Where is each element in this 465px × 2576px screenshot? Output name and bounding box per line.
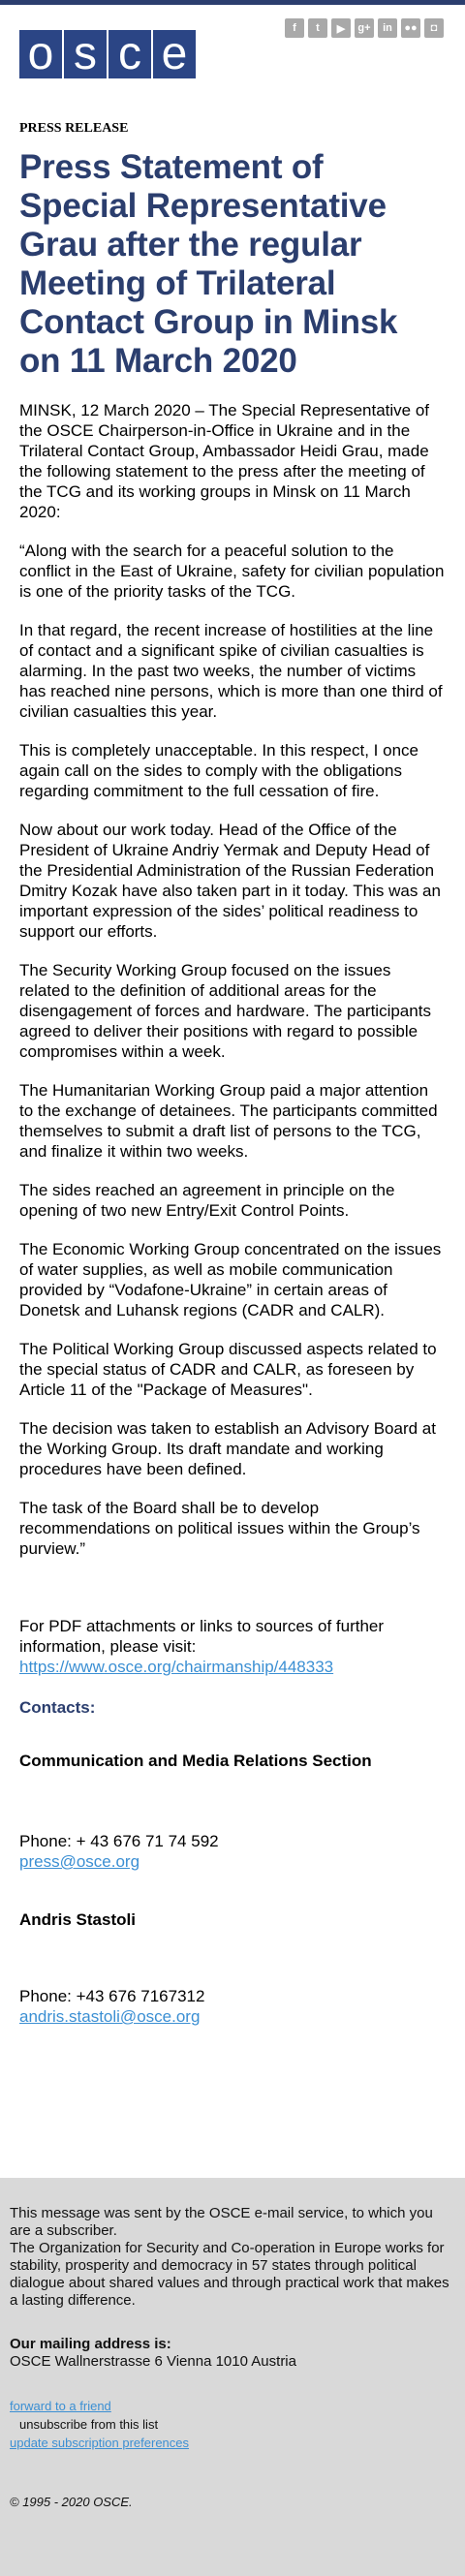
press-release-kicker: PRESS RELEASE	[19, 121, 129, 136]
google-plus-icon[interactable]: g+	[355, 18, 374, 38]
logo-letter-c: c	[108, 30, 151, 78]
email-header	[0, 5, 465, 82]
youtube-icon[interactable]: ▶	[331, 18, 351, 38]
article-content	[0, 121, 465, 2027]
pdf-note: For PDF attachments or links to sources of further information, please visit:	[19, 1617, 385, 1656]
email-footer	[0, 2178, 465, 2576]
article-paragraph: The Security Working Group focused on the issues related to the definition of additional areas for the disengagement of forces and hardware. The participants agreed to deliver their positions with regard to possible compromises within a week.	[19, 961, 431, 1061]
article-paragraph: In that regard, the recent increase of hostilities at the line of contact and a significant spike of civilian casualties is alarming. In the past two weeks, the number of victims has reached nine persons, which is more than one third of civilian casualties this year.	[19, 621, 443, 721]
copyright: © 1995 - 2020 OSCE.	[10, 2495, 133, 2509]
contact-person-name: Andris Stastoli	[19, 1910, 136, 1929]
flickr-icon[interactable]: ●●	[401, 18, 420, 38]
article-paragraph: The Political Working Group discussed aspects related to the special status of CADR and CALR, as foreseen by Article 11 of the "Package of Measures".	[19, 1340, 437, 1399]
article-paragraph: MINSK, 12 March 2020 – The Special Representative of the OSCE Chairperson-in-Office in Ukraine and in the Trilateral Contact Group, Ambassador Heidi Grau, made the following statement to the press after the meeting of the TCG and its working groups in Minsk on 11 March 2020:	[19, 401, 430, 521]
organization-note: The Organization for Security and Co-operation in Europe works for stability, prosperity and democracy in 57 states through political dialogue about shared values and through practical work that makes a lasting difference.	[10, 2240, 450, 2309]
contact-block-section	[19, 1831, 446, 1872]
osce-logo[interactable]	[19, 30, 198, 78]
twitter-icon[interactable]: t	[308, 18, 327, 38]
mailing-address-title: Our mailing address is:	[10, 2336, 171, 2352]
contact-email-link[interactable]: press@osce.org	[19, 1852, 140, 1871]
article-paragraph: The Humanitarian Working Group paid a major attention to the exchange of detainees. The participants committed themselves to submit a draft list of persons to the TCG, and finalize it within two weeks.	[19, 1081, 438, 1161]
unsubscribe-link[interactable]: unsubscribe from this list	[19, 2417, 159, 2432]
instagram-icon[interactable]: ◘	[424, 18, 444, 38]
article-paragraph: This is completely unacceptable. In this respect, I once again call on the sides to comply with the obligations regarding commitment to the full cessation of fire.	[19, 741, 418, 800]
linkedin-icon[interactable]: in	[378, 18, 397, 38]
article-paragraph: “Along with the search for a peaceful solution to the conflict in the East of Ukraine, safety for civilian population is one of the priority tasks of the TCG.	[19, 542, 445, 601]
update-preferences-link[interactable]: update subscription preferences	[10, 2436, 190, 2450]
article-paragraph: The decision was taken to establish an Advisory Board at the Working Group. Its draft mandate and working procedures have been defined.	[19, 1419, 436, 1478]
mailing-address: OSCE Wallnerstrasse 6 Vienna 1010 Austria	[10, 2353, 296, 2370]
pdf-link[interactable]: https://www.osce.org/chairmanship/448333	[19, 1658, 334, 1676]
logo-letter-e: e	[153, 30, 196, 78]
facebook-icon[interactable]: f	[285, 18, 304, 38]
contact-phone: Phone: +43 676 7167312	[19, 1987, 205, 2005]
contact-phone: Phone: + 43 676 71 74 592	[19, 1832, 219, 1850]
article-body	[19, 400, 446, 1559]
logo-letter-o: o	[19, 30, 62, 78]
forward-to-friend-link[interactable]: forward to a friend	[10, 2399, 111, 2413]
article-paragraph: The task of the Board shall be to develop recommendations on political issues within the Group’s purview.”	[19, 1499, 420, 1558]
contacts-label: Contacts:	[19, 1698, 96, 1717]
article-paragraph: The Economic Working Group concentrated on the issues of water supplies, as well as mobile communication provided by “Vodafone-Ukraine” in certain areas of Donetsk and Luhansk regions (CADR and CALR).	[19, 1240, 442, 1319]
footer-links	[10, 2397, 455, 2452]
pdf-info	[19, 1616, 446, 1677]
article-paragraph: The sides reached an agreement in principle on the opening of two new Entry/Exit Control Points.	[19, 1181, 395, 1220]
article-paragraph: Now about our work today. Head of the Office of the President of Ukraine Andriy Yermak and Deputy Head of the Presidential Administration of the Russian Federation Dmitry Kozak have also taken part in it today. This was an important expression of the sides’ political readiness to support our efforts.	[19, 821, 441, 941]
article-title: Press Statement of Special Representative Grau after the regular Meeting of Trilateral Contact Group in Minsk on 11 March 2020	[19, 148, 398, 380]
logo-letter-s: s	[64, 30, 107, 78]
contact-block-person	[19, 1986, 446, 2027]
subscriber-note: This message was sent by the OSCE e-mail service, to which you are a subscriber.	[10, 2205, 433, 2239]
social-links	[285, 18, 444, 38]
contact-section-title: Communication and Media Relations Section	[19, 1752, 372, 1770]
contact-email-link[interactable]: andris.stastoli@osce.org	[19, 2007, 201, 2026]
